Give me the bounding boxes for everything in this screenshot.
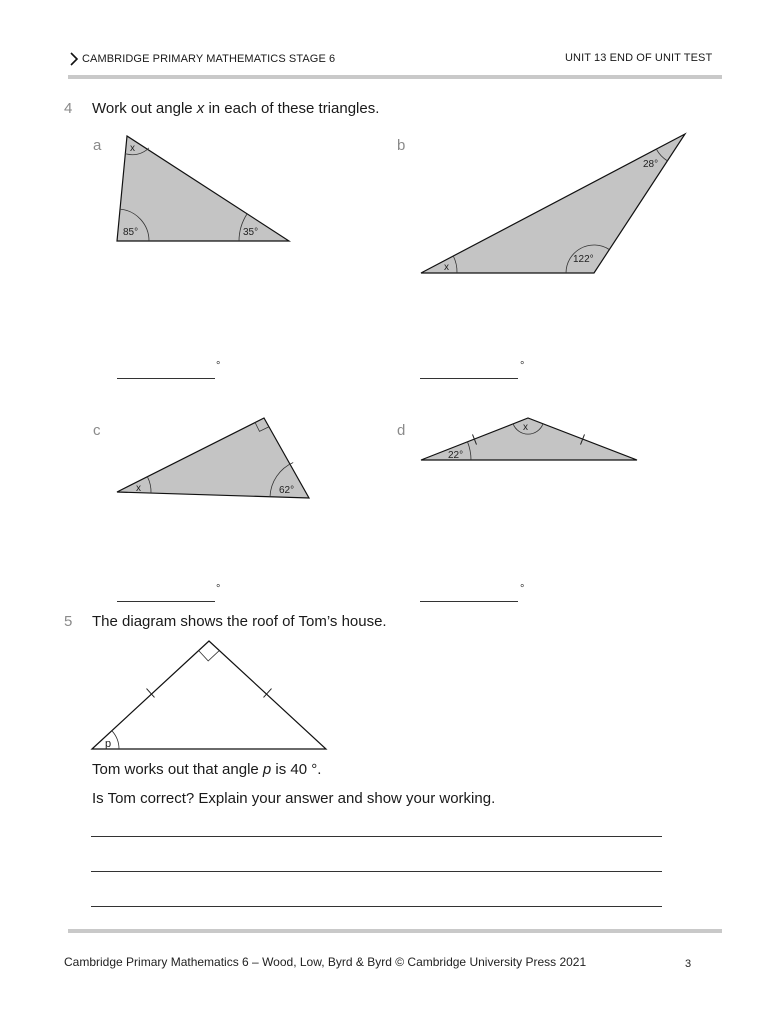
triangle-b-diagram — [415, 128, 695, 278]
question-5-prompt: The diagram shows the roof of Tom’s house. — [92, 613, 387, 630]
angle-label: x — [523, 422, 528, 433]
triangle-c-diagram — [110, 412, 320, 507]
angle-label: 28° — [643, 159, 659, 170]
answer-line[interactable] — [117, 364, 215, 379]
answer-d[interactable] — [420, 587, 518, 602]
question-4-prompt: Work out angle x in each of these triangles. — [92, 100, 380, 117]
header-unit-title: UNIT 13 END OF UNIT TEST — [565, 52, 713, 64]
working-line[interactable] — [91, 836, 662, 837]
part-b-label: b — [397, 137, 406, 154]
answer-line[interactable] — [420, 587, 518, 602]
angle-label: 62° — [279, 485, 295, 496]
degree-symbol: ° — [520, 360, 525, 372]
answer-a[interactable] — [117, 364, 215, 379]
degree-symbol: ° — [216, 583, 221, 595]
angle-label: x — [136, 483, 141, 494]
triangle-d-diagram — [415, 410, 645, 466]
angle-label: 22° — [448, 450, 464, 461]
angle-label-p: p — [105, 738, 112, 750]
triangle-a-diagram — [110, 130, 300, 250]
working-line[interactable] — [91, 871, 662, 872]
q5-statement: Tom works out that angle p is 40 °. — [92, 761, 322, 778]
part-c-label: c — [93, 422, 101, 439]
angle-label: x — [130, 143, 135, 154]
variable-p: p — [262, 761, 272, 778]
header-title: CAMBRIDGE PRIMARY MATHEMATICS STAGE 6 — [82, 53, 336, 65]
angle-label: 122° — [573, 254, 594, 265]
angle-label: 35° — [243, 227, 259, 238]
answer-b[interactable] — [420, 364, 518, 379]
footer-credit: Cambridge Primary Mathematics 6 – Wood, Low, Byrd & Byrd © Cambridge University Press 2021 — [64, 955, 587, 969]
page-number: 3 — [685, 958, 692, 970]
roof-diagram — [85, 636, 335, 756]
part-d-label: d — [397, 422, 406, 439]
degree-symbol: ° — [520, 583, 525, 595]
chevron-right-icon — [68, 52, 80, 66]
footer-rule — [68, 929, 722, 933]
answer-c[interactable] — [117, 587, 215, 602]
answer-line[interactable] — [117, 587, 215, 602]
q5-question: Is Tom correct? Explain your answer and show your working. — [92, 790, 496, 807]
angle-label: 85° — [123, 227, 139, 238]
question-number-4: 4 — [64, 100, 73, 117]
page-header-left — [68, 52, 335, 66]
angle-label: x — [444, 262, 449, 273]
working-line[interactable] — [91, 906, 662, 907]
answer-line[interactable] — [420, 364, 518, 379]
part-a-label: a — [93, 137, 102, 154]
variable-x: x — [196, 100, 205, 117]
header-rule — [68, 75, 722, 79]
degree-symbol: ° — [216, 360, 221, 372]
question-number-5: 5 — [64, 613, 73, 630]
